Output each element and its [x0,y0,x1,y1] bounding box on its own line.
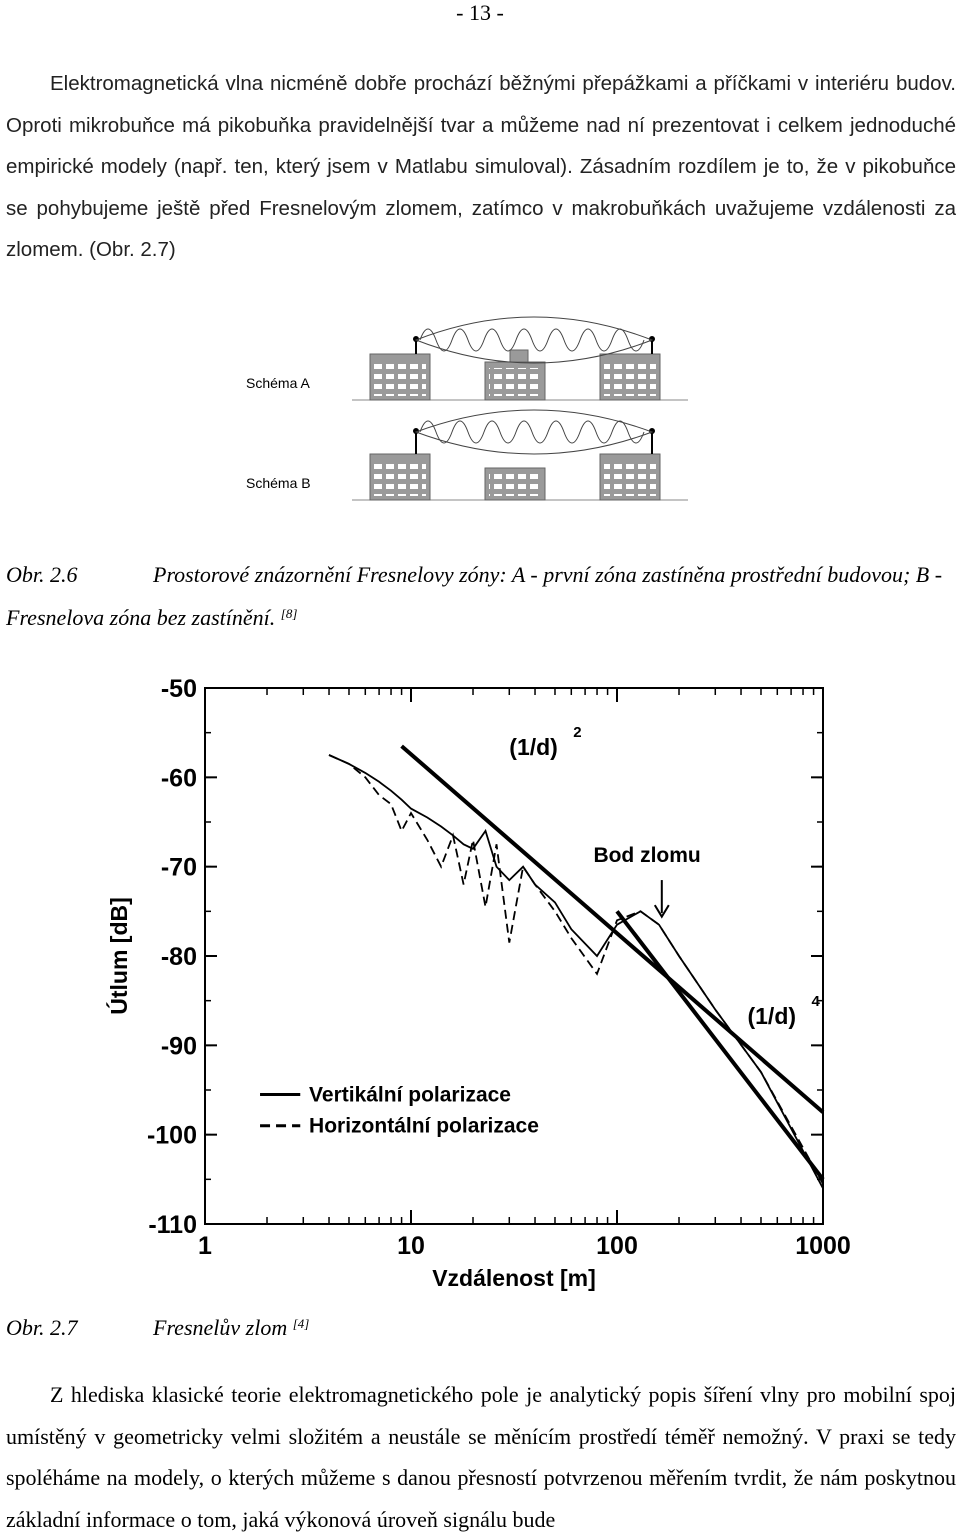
annotation-exponent-4: 4 [811,993,820,1011]
caption-ref: [4] [292,1316,310,1331]
figure-caption-2-6 [6,553,956,639]
caption-ref: [8] [280,606,298,621]
y-tick-label: -50 [160,675,197,703]
legend-label: Vertikální polarizace [309,1083,511,1107]
y-tick-label: -100 [146,1121,197,1150]
x-tick-label: 1000 [795,1232,851,1260]
caption-number: Obr. 2.6 [6,562,78,587]
legend-label: Horizontální polarizace [309,1114,539,1138]
x-axis-label: Vzdálenost [m] [432,1265,596,1291]
scheme-b [246,410,688,500]
figure-caption-2-7 [6,1306,956,1349]
plot-frame [205,688,823,1224]
caption-text: Prostorové znázornění Fresnelovy zóny: A - první zóna zastíněna prostřední budovou; B - Fresnelova zóna bez zastínění. [6,562,943,630]
y-tick-label: -70 [160,853,197,882]
caption-number: Obr. 2.7 [6,1315,78,1340]
paragraph-text: Z hlediska klasické teorie elektromagnetického pole je analytický popis šíření vlny pro mobilní spoj umístěný v geometricky velmi složitém a neustále se měnícím prostředí téměř nemožný. V praxi se tedy spoléháme na modely, o kterých můžeme s danou přesností potvrzenou měřením tvrdit, že nám poskytnou základní informace o tom, jaká výkonová úroveň signálu bude [6,1382,956,1532]
y-axis-label: Útlum [dB] [106,897,132,1015]
series-line [402,746,823,1112]
y-tick-label: -80 [160,943,197,971]
y-tick-label: -110 [148,1211,197,1239]
x-tick-label: 1 [198,1232,212,1260]
x-tick-label: 10 [397,1232,425,1260]
scheme-a [246,317,688,400]
annotation-slope-4: (1/d) [747,1002,797,1029]
annotation-exponent-2: 2 [573,724,582,742]
x-tick-label: 100 [596,1232,638,1260]
page-number: - 13 - [456,0,504,25]
annotation-slope-2: (1/d) [509,734,558,760]
intro-paragraph [6,63,956,271]
fresnel-zone-figure [240,312,700,508]
paragraph-text: Elektromagnetická vlna nicméně dobře prochází běžnými přepážkami a příčkami v interiéru budov. Oproti mikrobuňce má pikobuňka pravidelnější tvar a můžeme nad ní prezentovat i celkem jednoduché empirické modely (např. ten, který jsem v Matlabu simuloval). Zásadním rozdílem je to, že v pikobuňce se pohybujeme ještě před Fresnelovým zlomem, zatímco v makrobuňkách uvažujeme vzdálenosti za zlomem. (Obr. 2.7) [6,72,956,261]
series-line [617,911,823,1179]
scheme-a-label: Schéma A [246,375,310,391]
y-tick-label: -60 [160,764,197,793]
scheme-b-label: Schéma B [246,475,311,491]
fresnel-break-chart [95,670,855,1302]
caption-text: Fresnelův zlom [153,1315,288,1340]
closing-paragraph [6,1374,956,1540]
y-tick-label: -90 [160,1032,197,1061]
annotation-break-point: Bod zlomu [593,844,701,868]
